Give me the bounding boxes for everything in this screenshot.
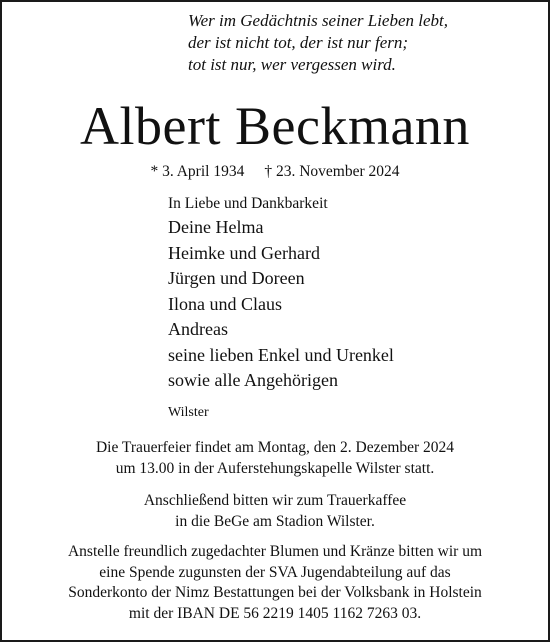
deceased-name: Albert Beckmann: [80, 96, 470, 156]
poem-line: Wer im Gedächtnis seiner Lieben lebt,: [188, 11, 448, 30]
death-date: † 23. November 2024: [264, 163, 400, 180]
donation-line: mit der IBAN DE 56 2219 1405 1162 7263 03.: [128, 604, 422, 622]
birth-date: * 3. April 1934: [150, 163, 245, 180]
donation-line: eine Spende zugunsten der SVA Jugendabteilung auf das: [99, 563, 451, 581]
life-dates: [2, 162, 548, 182]
family-member: Jürgen und Doreen: [168, 268, 305, 288]
family-member: seine lieben Enkel und Urenkel: [168, 344, 394, 365]
memorial-poem: [188, 10, 448, 76]
reception-info: [2, 491, 548, 532]
reception-line: in die BeGe am Stadion Wilster.: [175, 512, 375, 530]
family-member: Deine Helma: [168, 217, 264, 237]
family-intro: In Liebe und Dankbarkeit: [168, 195, 328, 212]
ceremony-line: um 13.00 in der Auferstehungskapelle Wilster statt.: [115, 459, 435, 477]
place-name: Wilster: [168, 405, 209, 420]
donation-line: Anstelle freundlich zugedachter Blumen und Kränze bitten wir um: [67, 543, 483, 560]
donation-line: Sonderkonto der Nimz Bestattungen bei der Volksbank in Holstein: [68, 584, 482, 601]
donation-info: [2, 542, 548, 624]
family-member: Heimke und Gerhard: [168, 242, 320, 263]
ceremony-line: Die Trauerfeier findet am Montag, den 2. Dezember 2024: [95, 439, 455, 456]
reception-line: Anschließend bitten wir zum Trauerkaffee: [143, 492, 407, 509]
ceremony-info: [2, 438, 548, 479]
poem-line: tot ist nur, wer vergessen wird.: [188, 55, 396, 74]
family-member: Andreas: [168, 319, 228, 339]
family-signature: [168, 192, 394, 394]
family-member: Ilona und Claus: [168, 293, 282, 314]
poem-line: der ist nicht tot, der ist nur fern;: [188, 33, 409, 52]
family-member: sowie alle Angehörigen: [168, 370, 338, 390]
